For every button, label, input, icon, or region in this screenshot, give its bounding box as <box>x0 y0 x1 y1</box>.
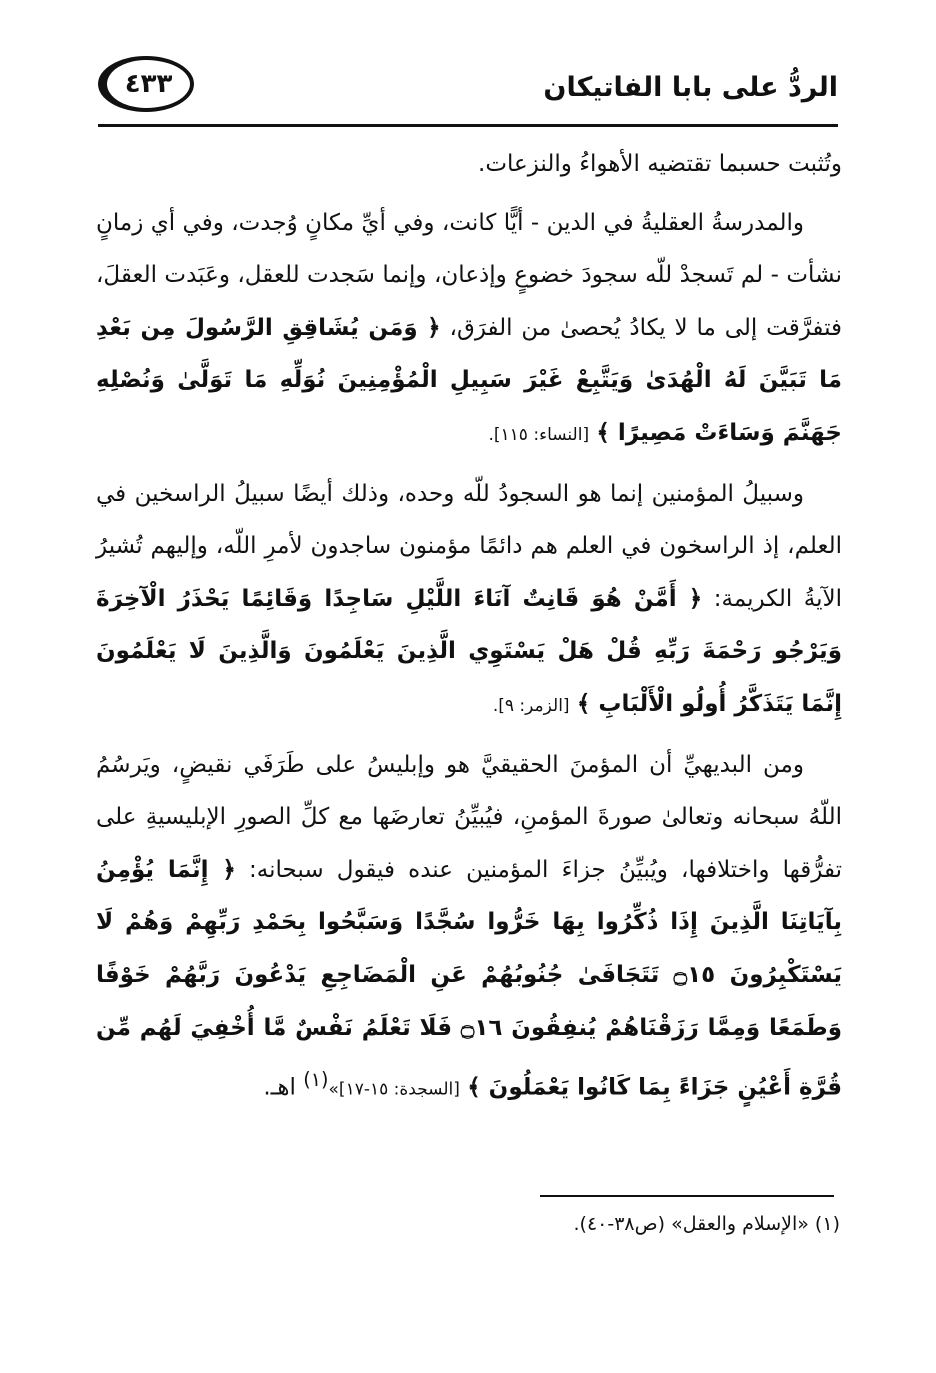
header-divider <box>98 124 838 127</box>
paragraph-2 <box>96 197 842 462</box>
quran-verse-zumar: ﴿ أَمَّنْ هُوَ قَانِتٌ آنَاءَ اللَّيْلِ سَاجِدًا وَقَائِمًا يَحْذَرُ الْآخِرَةَ وَيَرْجُو رَحْمَةَ رَبِّهِ قُلْ هَلْ يَسْتَوِي الَّذِينَ يَعْلَمُونَ وَالَّذِينَ لَا يَعْلَمُونَ إِنَّمَا يَتَذَكَّرُ أُولُو الْأَلْبَابِ ﴾ <box>96 585 842 717</box>
footnote-divider <box>540 1195 834 1197</box>
main-text <box>96 138 842 1122</box>
page-number-frame <box>98 56 194 112</box>
paragraph-4 <box>96 739 842 1117</box>
footnote-marker: (١) <box>303 1068 329 1092</box>
paragraph-3 <box>96 468 842 733</box>
paragraph-3-text: وسبيلُ المؤمنين إنما هو السجودُ للّه وحده، وذلك أيضًا سبيلُ الراسخين في العلم، إذ الراسخون في العلم هم دائمًا مؤمنون ساجدون لأمرِ اللّه، وإليهم تُشيرُ الآيةُ الكريمة: <box>96 480 842 612</box>
paragraph-2-text: والمدرسةُ العقليةُ في الدين - أيًّا كانت، وفي أيِّ مكانٍ وُجدت، وفي أي زمانٍ نشأت - لم تَسجدْ للّه سجودَ خضوعٍ وإذعان، وإنما سَجدت للعقل، وعَبَدت العقلَ، فتفرَّقت إلى ما لا يكادُ يُحصىٰ من الفرَق، <box>96 209 843 341</box>
running-title: الردُّ على بابا الفاتيكان <box>543 72 838 103</box>
paragraph-1-text: وتُثبت حسبما تقتضيه الأهواءُ والنزعات. <box>478 151 842 177</box>
verse-reference-zumar: [الزمر: ٩]. <box>492 695 570 716</box>
verse-reference-nisa: [النساء: ١١٥]. <box>488 424 590 445</box>
footnote: (١) «الإسلام والعقل» (ص٣٨-٤٠). <box>573 1213 840 1235</box>
quran-verse-nisa: ﴿ وَمَن يُشَاقِقِ الرَّسُولَ مِن بَعْدِ مَا تَبَيَّنَ لَهُ الْهُدَىٰ وَيَتَّبِعْ غَيْرَ سَبِيلِ الْمُؤْمِنِينَ نُوَلِّهِ مَا تَوَلَّىٰ وَنُصْلِهِ جَهَنَّمَ وَسَاءَتْ مَصِيرًا ﴾ <box>96 314 842 446</box>
page-number: ٤٣٣ <box>124 69 173 99</box>
verse-reference-sajda: [السجدة: ١٥-١٧]» <box>328 1079 460 1100</box>
quran-verse-sajda: ﴿ إِنَّمَا يُؤْمِنُ بِآيَاتِنَا الَّذِينَ إِذَا ذُكِّرُوا بِهَا خَرُّوا سُجَّدًا وَسَبَّحُوا بِحَمْدِ رَبِّهِمْ وَهُمْ لَا يَسْتَكْبِرُونَ ۝١٥ تَتَجَافَىٰ جُنُوبُهُمْ عَنِ الْمَضَاجِعِ يَدْعُونَ رَبَّهُمْ خَوْفًا وَطَمَعًا وَمِمَّا رَزَقْنَاهُمْ يُنفِقُونَ ۝١٦ فَلَا تَعْلَمُ نَفْسٌ مَّا أُخْفِيَ لَهُم مِّن قُرَّةِ أَعْيُنٍ جَزَاءً بِمَا كَانُوا يَعْمَلُونَ ﴾ <box>96 856 842 1101</box>
paragraph-1 <box>96 138 842 191</box>
paragraph-4-text: ومن البديهيِّ أن المؤمنَ الحقيقيَّ هو وإبليسُ على طَرَفَي نقيضٍ، ويَرسُمُ اللّهُ سبحانه وتعالىٰ صورةَ المؤمنِ، فيُبيِّنُ تعارضَها مع كلِّ الصورِ الإبليسيةِ على تفرُّقها واختلافها، ويُبيِّنُ جزاءَ المؤمنين عنده فيقول سبحانه: <box>96 751 842 883</box>
page-header <box>98 56 838 122</box>
paragraph-4-end: اهـ. <box>263 1074 296 1101</box>
